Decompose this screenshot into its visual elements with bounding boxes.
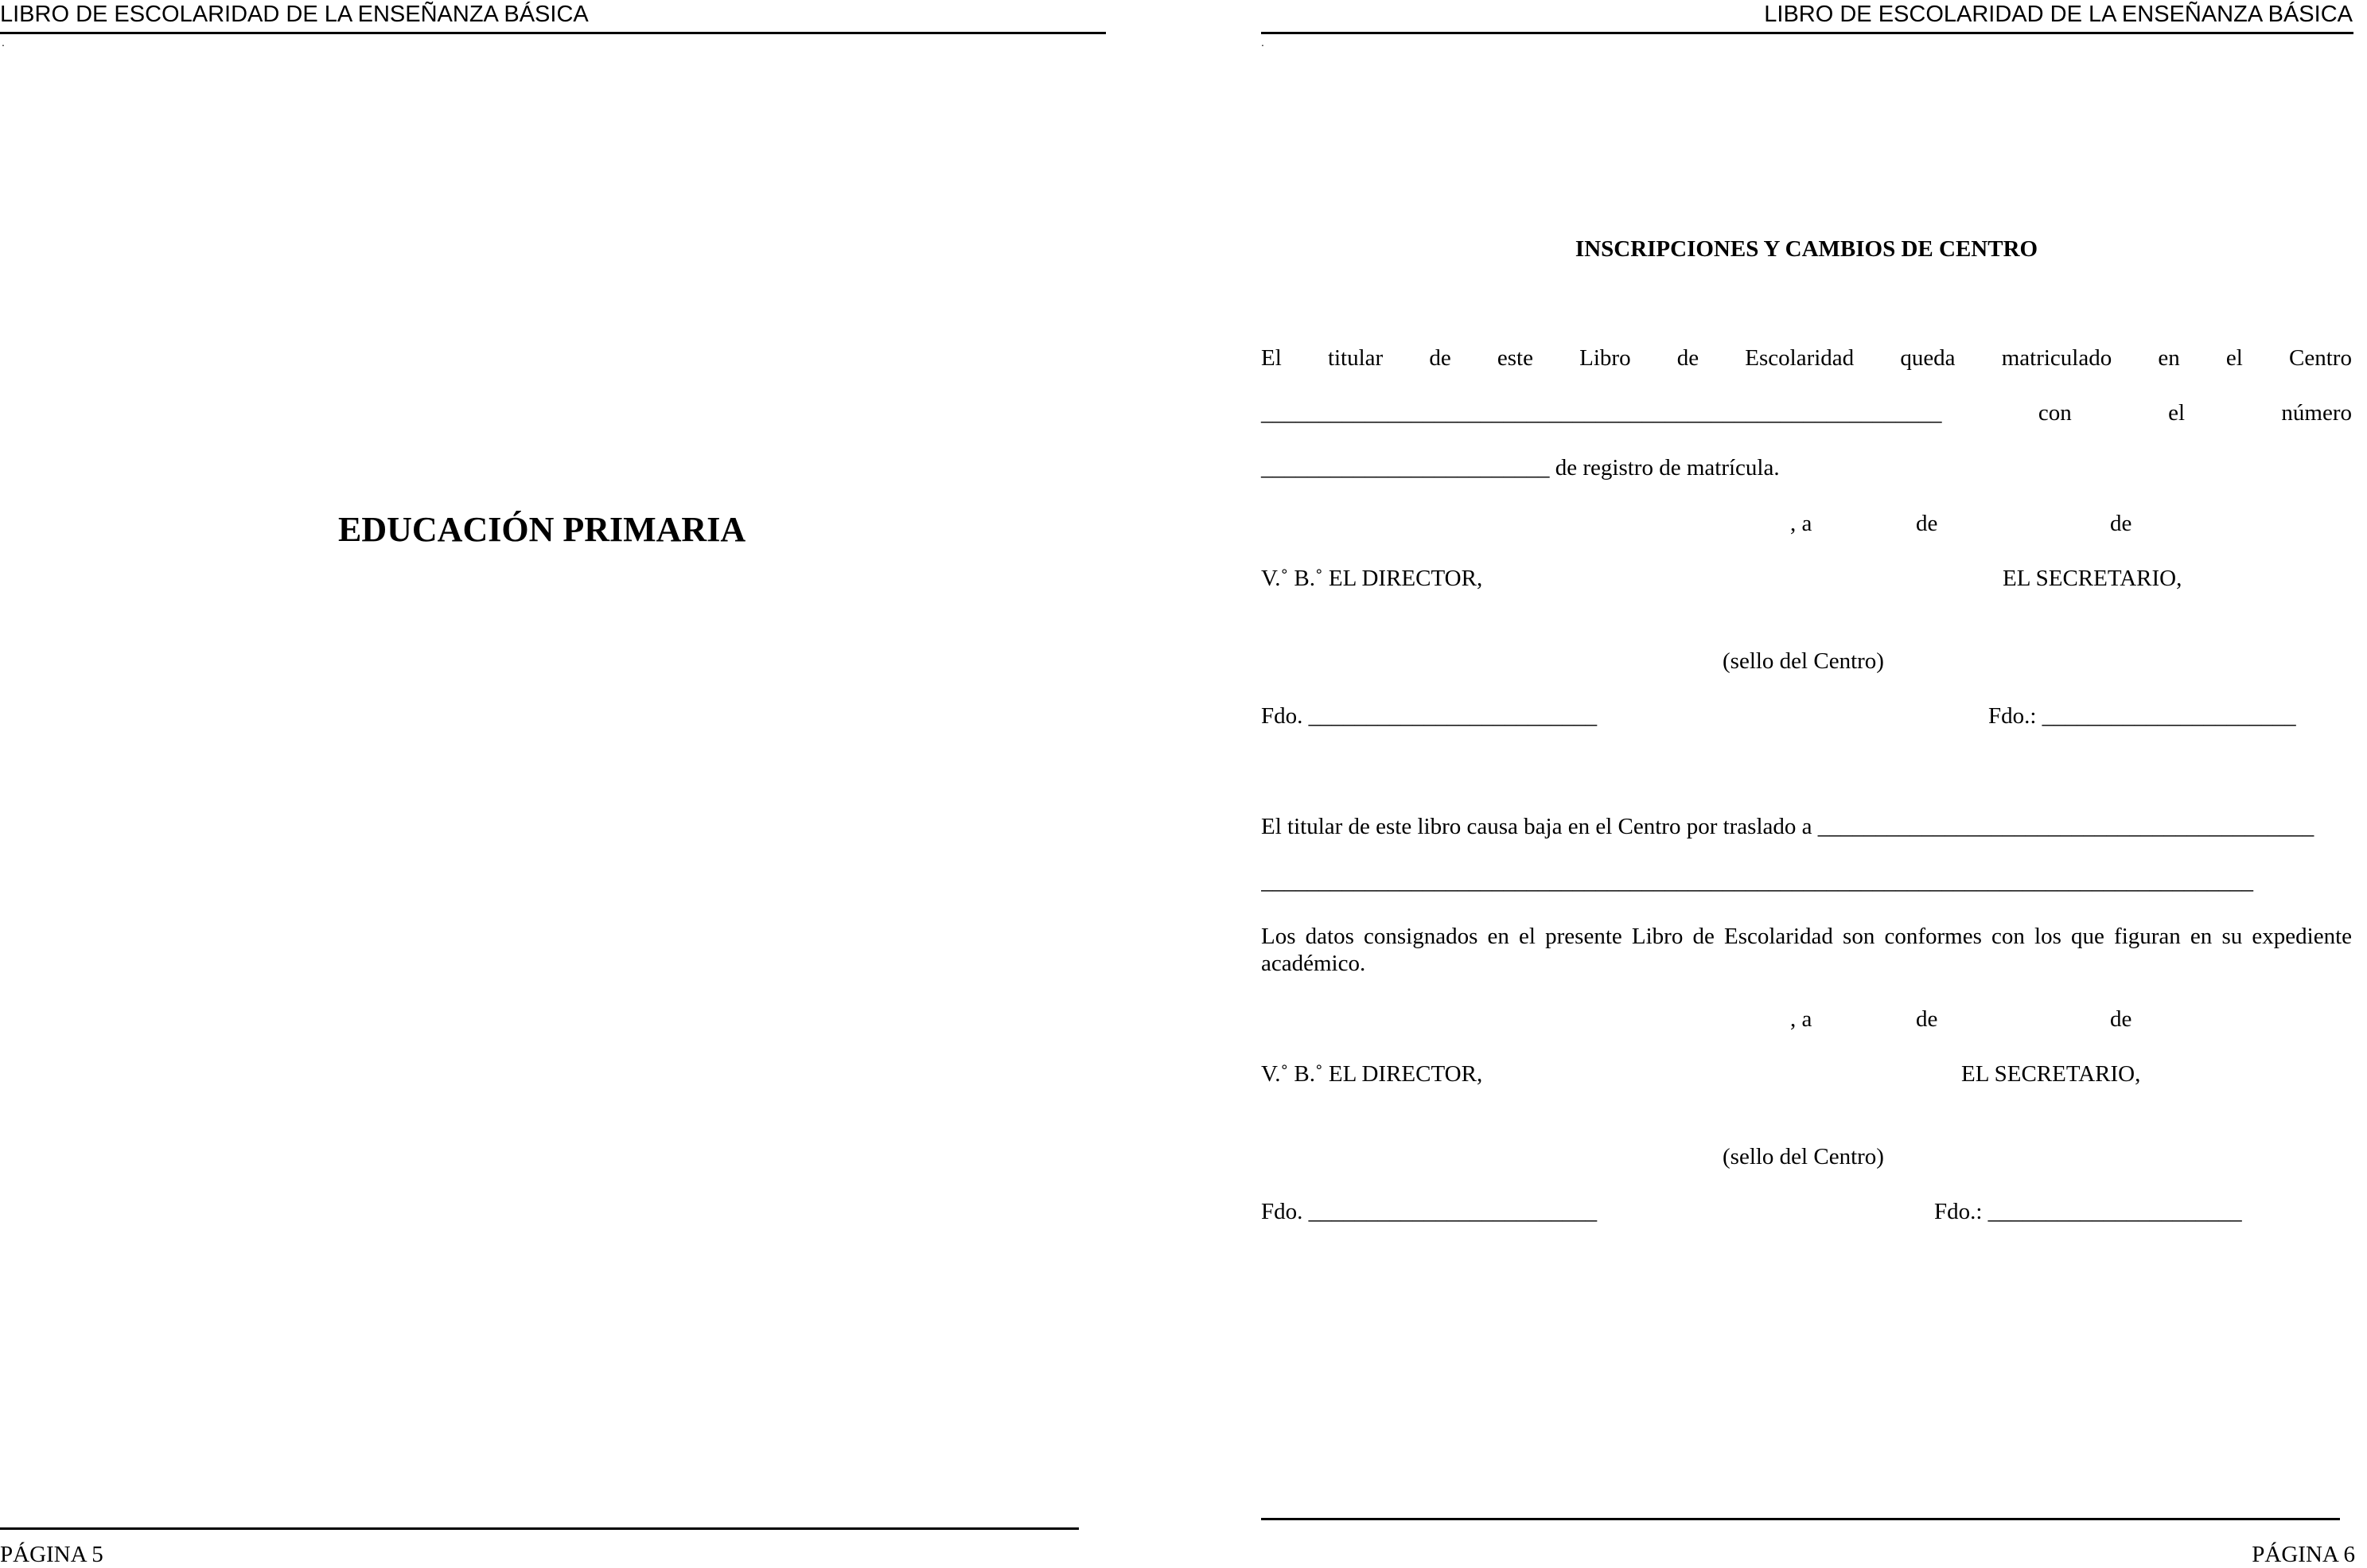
- enrollment-word: queda: [1900, 345, 1956, 371]
- enrollment-word: matriculado: [2001, 345, 2112, 371]
- seal-label: (sello del Centro): [1723, 648, 1884, 674]
- secretary-label-2: EL SECRETARIO,: [1961, 1061, 2141, 1087]
- transfer-blank-line: ______________________________________________________________________________________: [1261, 869, 2253, 894]
- secretary-signature-line: Fdo.: ______________________: [1988, 703, 2296, 729]
- footer-rule-left: [0, 1527, 1079, 1530]
- running-header-left: LIBRO DE ESCOLARIDAD DE LA ENSEÑANZA BÁSICA: [0, 2, 589, 27]
- enrollment-word: este: [1497, 345, 1533, 371]
- page-number-left: PÁGINA 5: [0, 1542, 103, 1567]
- enrollment-word: Libro: [1579, 345, 1631, 371]
- date-a-2: , a: [1790, 1006, 1812, 1032]
- conformity-paragraph: Los datos consignados en el presente Libro de Escolaridad son conformes con los que figuran en su expediente académico.: [1261, 924, 2352, 976]
- enrollment-word: titular: [1327, 345, 1384, 371]
- enrollment-word: el: [2225, 345, 2243, 371]
- seal-label-2: (sello del Centro): [1723, 1144, 1884, 1169]
- section-title: INSCRIPCIONES Y CAMBIOS DE CENTRO: [1575, 236, 2038, 262]
- director-signature-line: Fdo. _________________________: [1261, 703, 1598, 729]
- right-page: [1261, 0, 2355, 1565]
- director-signature-line-2: Fdo. _________________________: [1261, 1199, 1598, 1224]
- transfer-line: [1261, 813, 2352, 840]
- enrollment-line: [1261, 344, 2352, 372]
- date-a: , a: [1790, 511, 1812, 536]
- footer-rule-right: [1261, 1518, 2340, 1520]
- left-page: [0, 0, 1130, 1565]
- page-number-right: PÁGINA 6: [2252, 1542, 2355, 1567]
- registry-text: de registro de matrícula.: [1549, 455, 1780, 481]
- centre-number-line: [1261, 399, 2352, 426]
- transfer-text: El titular de este libro causa baja en el Centro por traslado a ___________________________________________: [1261, 814, 2314, 839]
- enrollment-word: Centro: [2289, 345, 2352, 371]
- header-rule-right: [1261, 32, 2353, 34]
- header-dot-left: .: [2, 36, 5, 49]
- director-label: V.˚ B.˚ EL DIRECTOR,: [1261, 566, 1483, 591]
- header-dot-right: .: [1261, 36, 1264, 49]
- header-rule-left: [0, 32, 1106, 34]
- centre-name-blank: ___________________________________________________________: [1261, 400, 1942, 426]
- secretary-label: EL SECRETARIO,: [2003, 566, 2182, 591]
- enrollment-word: de: [1676, 345, 1699, 371]
- enrollment-word: El: [1261, 345, 1282, 371]
- secretary-signature-line-2: Fdo.: ______________________: [1934, 1199, 2242, 1224]
- director-label-2: V.˚ B.˚ EL DIRECTOR,: [1261, 1061, 1483, 1087]
- number-word: con: [2038, 400, 2072, 426]
- date-de-2-2: de: [2110, 1006, 2132, 1032]
- enrollment-word: de: [1429, 345, 1451, 371]
- enrollment-word: en: [2158, 345, 2180, 371]
- running-header-right: LIBRO DE ESCOLARIDAD DE LA ENSEÑANZA BÁSICA: [1764, 2, 2353, 27]
- registry-number-blank: _________________________: [1261, 455, 1550, 481]
- date-de-2: de: [2110, 511, 2132, 536]
- enrollment-word: Escolaridad: [1745, 345, 1855, 371]
- date-de-1: de: [1916, 511, 1938, 536]
- date-de-1-2: de: [1916, 1006, 1938, 1032]
- number-word: número: [2281, 400, 2352, 426]
- page-title-educacion-primaria: EDUCACIÓN PRIMARIA: [338, 510, 746, 549]
- number-word: el: [2168, 400, 2186, 426]
- registry-line: [1261, 454, 1780, 481]
